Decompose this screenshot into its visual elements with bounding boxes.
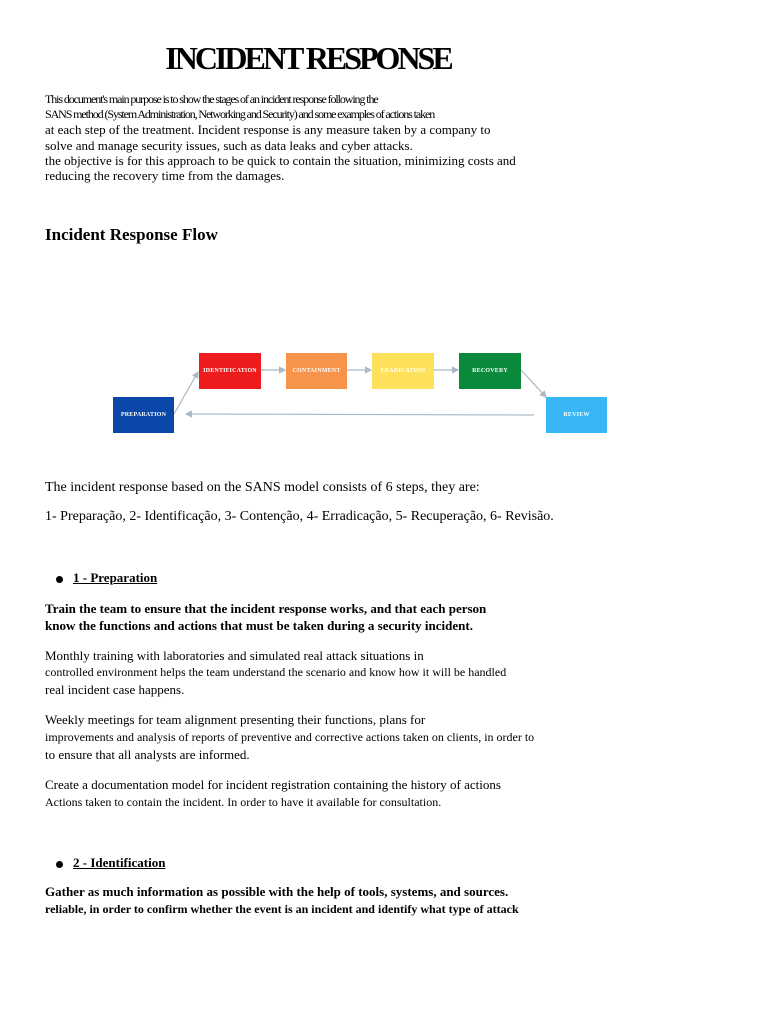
recovery-box: RECOVERY <box>459 353 521 389</box>
paragraph-line: improvements and analysis of reports of preventive and corrective actions taken on clients, in order to <box>45 730 535 744</box>
intro-line: at each step of the treatment. Incident response is any measure taken by a company to <box>45 122 491 137</box>
paragraph-line: controlled environment helps the team understand the scenario and know how it will be handled <box>45 665 507 679</box>
bullet-icon <box>56 576 63 583</box>
bullet-icon <box>56 861 63 868</box>
paragraph-line: real incident case happens. <box>45 682 185 697</box>
review-box: REVIEW <box>546 397 607 433</box>
intro-line: SANS method (System Administration, Networking and Security) and some examples of actions taken <box>45 107 435 121</box>
intro-line: solve and manage security issues, such as data leaks and cyber attacks. <box>45 138 413 153</box>
paragraph-line: to ensure that all analysts are informed. <box>45 747 250 762</box>
identification-box: IDENTIFICATION <box>199 353 261 389</box>
section-heading: 1 - Preparation <box>73 570 158 585</box>
intro-line: This document's main purpose is to show the stages of an incident response following the <box>45 92 378 106</box>
steps-list: 1- Preparação, 2- Identificação, 3- Contenção, 4- Erradicação, 5- Recuperação, 6- Revisão. <box>45 509 554 524</box>
containment-box: CONTAINMENT <box>286 353 347 389</box>
section-lead: Gather as much information as possible with the help of tools, systems, and sources. <box>45 884 509 899</box>
paragraph-line: Weekly meetings for team alignment presenting their functions, plans for <box>45 712 426 727</box>
paragraph-line: Create a documentation model for incident registration containing the history of actions <box>45 777 501 792</box>
steps-intro: The incident response based on the SANS model consists of 6 steps, they are: <box>45 480 480 495</box>
section-lead: reliable, in order to confirm whether the event is an incident and identify what type of attack <box>45 902 519 916</box>
intro-line: reducing the recovery time from the damages. <box>45 168 285 183</box>
arrow-recovery-review <box>521 370 546 397</box>
arrow-preparation-identification <box>174 372 198 414</box>
eradication-box: ERADICATION <box>372 353 434 389</box>
arrow-review-preparation <box>186 414 534 415</box>
section-lead: Train the team to ensure that the incident response works, and that each person <box>45 601 487 616</box>
section-heading: 2 - Identification <box>73 855 166 870</box>
paragraph-line: Monthly training with laboratories and simulated real attack situations in <box>45 648 424 663</box>
preparation-box: PREPARATION <box>113 397 174 433</box>
section-lead: know the functions and actions that must be taken during a security incident. <box>45 618 473 633</box>
intro-line: the objective is for this approach to be quick to contain the situation, minimizing costs and <box>45 153 516 168</box>
flow-heading: Incident Response Flow <box>45 225 218 244</box>
document-title: INCIDENT RESPONSE <box>165 40 451 76</box>
paragraph-line: Actions taken to contain the incident. In order to have it available for consultation. <box>45 795 442 809</box>
